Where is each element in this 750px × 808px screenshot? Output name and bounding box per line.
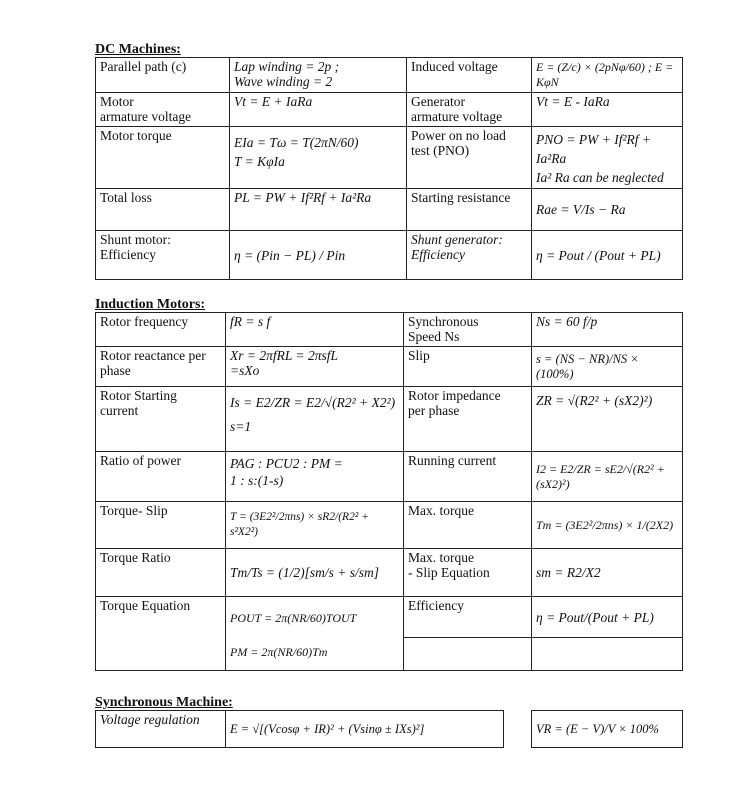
empty-cell <box>96 638 226 671</box>
formula-cell: PL = PW + If²Rf + Ia²Ra <box>230 189 407 231</box>
im-section-title: Induction Motors: <box>95 297 206 312</box>
spacer-cell <box>504 711 532 748</box>
table-row <box>96 597 683 638</box>
formula-cell: η = Pout / (Pout + PL) <box>532 231 683 280</box>
formula-cell: T = (3E2²/2πns) × sR2/(R2² + s²X2²) <box>226 502 404 549</box>
table-row <box>96 189 683 231</box>
label-cell: Motor torque <box>96 127 230 189</box>
empty-cell <box>532 638 683 671</box>
formula-cell: sm = R2/X2 <box>532 549 683 597</box>
formula-cell: Tm/Ts = (1/2)[sm/s + s/sm] <box>226 549 404 597</box>
table-row <box>96 711 683 748</box>
label-cell: Voltage regulation <box>96 711 226 748</box>
label-cell: Induced voltage <box>407 58 532 93</box>
formula-cell: VR = (E − V)/V × 100% <box>532 711 683 748</box>
formula-cell: I2 = E2/ZR = sE2/√(R2² + (sX2)²) <box>532 452 683 502</box>
dc-section-title: DC Machines: <box>95 42 181 57</box>
label-cell: Parallel path (c) <box>96 58 230 93</box>
label-cell: Power on no load test (PNO) <box>407 127 532 189</box>
sm-section-title: Synchronous Machine: <box>95 695 233 710</box>
formula-cell: Ns = 60 f/p <box>532 313 683 347</box>
label-cell: Torque Equation <box>96 597 226 638</box>
label-cell: Efficiency <box>404 597 532 638</box>
formula-cell: PNO = PW + If²Rf + Ia²Ra Ia² Ra can be neglected <box>532 127 683 189</box>
table-row <box>96 93 683 127</box>
label-cell: Starting resistance <box>407 189 532 231</box>
formula-cell: η = (Pin − PL) / Pin <box>230 231 407 280</box>
label-cell: Torque Ratio <box>96 549 226 597</box>
label-cell: Shunt motor: Efficiency <box>96 231 230 280</box>
formula-cell: PAG : PCU2 : PM = 1 : s:(1-s) <box>226 452 404 502</box>
label-cell: Synchronous Speed Ns <box>404 313 532 347</box>
formula-cell: ZR = √(R2² + (sX2)²) <box>532 387 683 452</box>
formula-cell: Is = E2/ZR = E2/√(R2² + X2²) s=1 <box>226 387 404 452</box>
table-row <box>96 58 683 93</box>
label-cell: Generator armature voltage <box>407 93 532 127</box>
label-cell: Motor armature voltage <box>96 93 230 127</box>
formula-cell: Rae = V/Is − Ra <box>532 189 683 231</box>
table-row <box>96 347 683 387</box>
formula-cell: Vt = E + IaRa <box>230 93 407 127</box>
formula-cell: Vt = E - IaRa <box>532 93 683 127</box>
sm-formula-table <box>95 710 683 748</box>
formula-cell: Lap winding = 2p ; Wave winding = 2 <box>230 58 407 93</box>
formula-cell: fR = s f <box>226 313 404 347</box>
formula-cell: E = (Z/c) × (2pNφ/60) ; E = KφN <box>532 58 683 93</box>
im-formula-table <box>95 312 683 671</box>
table-row <box>96 549 683 597</box>
formula-cell: Tm = (3E2²/2πns) × 1/(2X2) <box>532 502 683 549</box>
label-cell: Torque- Slip <box>96 502 226 549</box>
label-cell: Max. torque <box>404 502 532 549</box>
formula-cell: E = √[(Vcosφ + IR)² + (Vsinφ ± IXs)²] <box>226 711 504 748</box>
table-row <box>96 127 683 189</box>
table-row <box>96 502 683 549</box>
formula-cell: Xr = 2πfRL = 2πsfL =sXo <box>226 347 404 387</box>
label-cell: Running current <box>404 452 532 502</box>
table-row <box>96 387 683 452</box>
label-cell: Rotor reactance per phase <box>96 347 226 387</box>
label-cell: Total loss <box>96 189 230 231</box>
label-cell: Rotor Starting current <box>96 387 226 452</box>
formula-cell: POUT = 2π(NR/60)TOUT PM = 2π(NR/60)Tm <box>226 597 404 671</box>
dc-formula-table <box>95 57 683 280</box>
formula-cell: EIa = Tω = T(2πN/60) T = KφIa <box>230 127 407 189</box>
label-cell: Rotor frequency <box>96 313 226 347</box>
formula-cell: η = Pout/(Pout + PL) <box>532 597 683 638</box>
label-cell: Max. torque - Slip Equation <box>404 549 532 597</box>
label-cell: Shunt generator: Efficiency <box>407 231 532 280</box>
table-row <box>96 452 683 502</box>
label-cell: Rotor impedance per phase <box>404 387 532 452</box>
formula-cell: s = (NS − NR)/NS × (100%) <box>532 347 683 387</box>
label-cell: Ratio of power <box>96 452 226 502</box>
table-row <box>96 231 683 280</box>
table-row <box>96 313 683 347</box>
label-cell: Slip <box>404 347 532 387</box>
empty-cell <box>404 638 532 671</box>
